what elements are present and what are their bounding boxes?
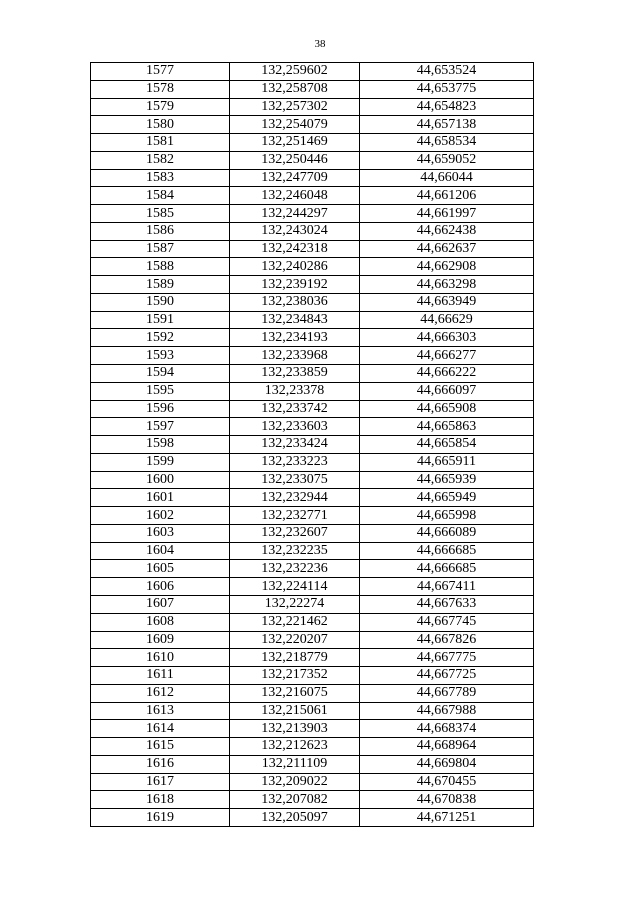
x-coordinate-cell: 132,209022: [230, 773, 360, 791]
table-row: [91, 293, 534, 311]
x-coordinate-cell: 132,233424: [230, 436, 360, 454]
x-coordinate-cell: 132,234193: [230, 329, 360, 347]
point-number-cell: 1588: [91, 258, 230, 276]
y-coordinate-cell: 44,665863: [360, 418, 534, 436]
y-coordinate-cell: 44,663298: [360, 276, 534, 294]
table-row: [91, 382, 534, 400]
x-coordinate-cell: 132,233223: [230, 453, 360, 471]
x-coordinate-cell: 132,224114: [230, 578, 360, 596]
table-row: [91, 471, 534, 489]
x-coordinate-cell: 132,220207: [230, 631, 360, 649]
point-number-cell: 1614: [91, 720, 230, 738]
point-number-cell: 1583: [91, 169, 230, 187]
table-row: [91, 187, 534, 205]
point-number-cell: 1615: [91, 738, 230, 756]
y-coordinate-cell: 44,667789: [360, 684, 534, 702]
coordinates-table: [90, 62, 534, 827]
table-row: [91, 169, 534, 187]
y-coordinate-cell: 44,668374: [360, 720, 534, 738]
y-coordinate-cell: 44,665908: [360, 400, 534, 418]
point-number-cell: 1589: [91, 276, 230, 294]
point-number-cell: 1600: [91, 471, 230, 489]
point-number-cell: 1605: [91, 560, 230, 578]
y-coordinate-cell: 44,661997: [360, 205, 534, 223]
point-number-cell: 1596: [91, 400, 230, 418]
x-coordinate-cell: 132,232607: [230, 524, 360, 542]
table-row: [91, 542, 534, 560]
table-row: [91, 311, 534, 329]
point-number-cell: 1612: [91, 684, 230, 702]
y-coordinate-cell: 44,666303: [360, 329, 534, 347]
x-coordinate-cell: 132,250446: [230, 151, 360, 169]
x-coordinate-cell: 132,239192: [230, 276, 360, 294]
table-row: [91, 436, 534, 454]
y-coordinate-cell: 44,666089: [360, 524, 534, 542]
y-coordinate-cell: 44,658534: [360, 134, 534, 152]
point-number-cell: 1594: [91, 365, 230, 383]
table-row: [91, 418, 534, 436]
point-number-cell: 1595: [91, 382, 230, 400]
point-number-cell: 1584: [91, 187, 230, 205]
y-coordinate-cell: 44,654823: [360, 98, 534, 116]
table-row: [91, 560, 534, 578]
table-row: [91, 347, 534, 365]
x-coordinate-cell: 132,232944: [230, 489, 360, 507]
y-coordinate-cell: 44,666685: [360, 560, 534, 578]
table-row: [91, 222, 534, 240]
table-row: [91, 595, 534, 613]
x-coordinate-cell: 132,232236: [230, 560, 360, 578]
x-coordinate-cell: 132,233968: [230, 347, 360, 365]
y-coordinate-cell: 44,670455: [360, 773, 534, 791]
y-coordinate-cell: 44,657138: [360, 116, 534, 134]
y-coordinate-cell: 44,665939: [360, 471, 534, 489]
point-number-cell: 1609: [91, 631, 230, 649]
point-number-cell: 1580: [91, 116, 230, 134]
table-row: [91, 489, 534, 507]
y-coordinate-cell: 44,66044: [360, 169, 534, 187]
point-number-cell: 1578: [91, 80, 230, 98]
y-coordinate-cell: 44,663949: [360, 293, 534, 311]
x-coordinate-cell: 132,23378: [230, 382, 360, 400]
table-row: [91, 649, 534, 667]
x-coordinate-cell: 132,257302: [230, 98, 360, 116]
x-coordinate-cell: 132,205097: [230, 809, 360, 827]
point-number-cell: 1591: [91, 311, 230, 329]
x-coordinate-cell: 132,22274: [230, 595, 360, 613]
table-row: [91, 151, 534, 169]
table-row: [91, 613, 534, 631]
y-coordinate-cell: 44,670838: [360, 791, 534, 809]
point-number-cell: 1604: [91, 542, 230, 560]
point-number-cell: 1592: [91, 329, 230, 347]
x-coordinate-cell: 132,233859: [230, 365, 360, 383]
table-row: [91, 63, 534, 81]
y-coordinate-cell: 44,653775: [360, 80, 534, 98]
table-row: [91, 631, 534, 649]
y-coordinate-cell: 44,662908: [360, 258, 534, 276]
point-number-cell: 1590: [91, 293, 230, 311]
point-number-cell: 1577: [91, 63, 230, 81]
x-coordinate-cell: 132,215061: [230, 702, 360, 720]
x-coordinate-cell: 132,258708: [230, 80, 360, 98]
y-coordinate-cell: 44,669804: [360, 755, 534, 773]
table-row: [91, 240, 534, 258]
x-coordinate-cell: 132,233603: [230, 418, 360, 436]
table-row: [91, 524, 534, 542]
point-number-cell: 1603: [91, 524, 230, 542]
point-number-cell: 1610: [91, 649, 230, 667]
x-coordinate-cell: 132,233742: [230, 400, 360, 418]
point-number-cell: 1611: [91, 667, 230, 685]
table-row: [91, 720, 534, 738]
y-coordinate-cell: 44,667725: [360, 667, 534, 685]
x-coordinate-cell: 132,233075: [230, 471, 360, 489]
table-row: [91, 98, 534, 116]
y-coordinate-cell: 44,662637: [360, 240, 534, 258]
point-number-cell: 1608: [91, 613, 230, 631]
point-number-cell: 1585: [91, 205, 230, 223]
table-row: [91, 809, 534, 827]
point-number-cell: 1606: [91, 578, 230, 596]
x-coordinate-cell: 132,246048: [230, 187, 360, 205]
x-coordinate-cell: 132,221462: [230, 613, 360, 631]
point-number-cell: 1581: [91, 134, 230, 152]
table-row: [91, 258, 534, 276]
y-coordinate-cell: 44,667988: [360, 702, 534, 720]
table-row: [91, 276, 534, 294]
y-coordinate-cell: 44,665911: [360, 453, 534, 471]
table-row: [91, 773, 534, 791]
x-coordinate-cell: 132,254079: [230, 116, 360, 134]
table-row: [91, 400, 534, 418]
point-number-cell: 1601: [91, 489, 230, 507]
y-coordinate-cell: 44,665854: [360, 436, 534, 454]
y-coordinate-cell: 44,667633: [360, 595, 534, 613]
y-coordinate-cell: 44,666097: [360, 382, 534, 400]
page-number: 38: [314, 38, 326, 50]
y-coordinate-cell: 44,665949: [360, 489, 534, 507]
point-number-cell: 1579: [91, 98, 230, 116]
coordinates-table-body: [91, 63, 534, 827]
table-row: [91, 507, 534, 525]
table-row: [91, 329, 534, 347]
table-row: [91, 80, 534, 98]
y-coordinate-cell: 44,668964: [360, 738, 534, 756]
table-row: [91, 755, 534, 773]
point-number-cell: 1619: [91, 809, 230, 827]
x-coordinate-cell: 132,232771: [230, 507, 360, 525]
y-coordinate-cell: 44,666685: [360, 542, 534, 560]
point-number-cell: 1602: [91, 507, 230, 525]
x-coordinate-cell: 132,242318: [230, 240, 360, 258]
x-coordinate-cell: 132,238036: [230, 293, 360, 311]
x-coordinate-cell: 132,213903: [230, 720, 360, 738]
point-number-cell: 1618: [91, 791, 230, 809]
x-coordinate-cell: 132,211109: [230, 755, 360, 773]
y-coordinate-cell: 44,666277: [360, 347, 534, 365]
table-row: [91, 738, 534, 756]
table-row: [91, 453, 534, 471]
y-coordinate-cell: 44,66629: [360, 311, 534, 329]
point-number-cell: 1582: [91, 151, 230, 169]
y-coordinate-cell: 44,671251: [360, 809, 534, 827]
y-coordinate-cell: 44,662438: [360, 222, 534, 240]
table-row: [91, 791, 534, 809]
table-row: [91, 134, 534, 152]
x-coordinate-cell: 132,232235: [230, 542, 360, 560]
point-number-cell: 1587: [91, 240, 230, 258]
table-row: [91, 684, 534, 702]
table-row: [91, 116, 534, 134]
table-row: [91, 578, 534, 596]
x-coordinate-cell: 132,234843: [230, 311, 360, 329]
x-coordinate-cell: 132,259602: [230, 63, 360, 81]
x-coordinate-cell: 132,216075: [230, 684, 360, 702]
point-number-cell: 1593: [91, 347, 230, 365]
x-coordinate-cell: 132,247709: [230, 169, 360, 187]
table-row: [91, 702, 534, 720]
y-coordinate-cell: 44,661206: [360, 187, 534, 205]
point-number-cell: 1599: [91, 453, 230, 471]
table-row: [91, 205, 534, 223]
y-coordinate-cell: 44,653524: [360, 63, 534, 81]
y-coordinate-cell: 44,667775: [360, 649, 534, 667]
x-coordinate-cell: 132,240286: [230, 258, 360, 276]
y-coordinate-cell: 44,659052: [360, 151, 534, 169]
x-coordinate-cell: 132,251469: [230, 134, 360, 152]
y-coordinate-cell: 44,667826: [360, 631, 534, 649]
y-coordinate-cell: 44,667411: [360, 578, 534, 596]
x-coordinate-cell: 132,243024: [230, 222, 360, 240]
point-number-cell: 1613: [91, 702, 230, 720]
point-number-cell: 1598: [91, 436, 230, 454]
point-number-cell: 1607: [91, 595, 230, 613]
x-coordinate-cell: 132,218779: [230, 649, 360, 667]
y-coordinate-cell: 44,667745: [360, 613, 534, 631]
point-number-cell: 1597: [91, 418, 230, 436]
table-row: [91, 667, 534, 685]
point-number-cell: 1617: [91, 773, 230, 791]
x-coordinate-cell: 132,217352: [230, 667, 360, 685]
x-coordinate-cell: 132,212623: [230, 738, 360, 756]
x-coordinate-cell: 132,207082: [230, 791, 360, 809]
x-coordinate-cell: 132,244297: [230, 205, 360, 223]
table-row: [91, 365, 534, 383]
point-number-cell: 1586: [91, 222, 230, 240]
point-number-cell: 1616: [91, 755, 230, 773]
y-coordinate-cell: 44,665998: [360, 507, 534, 525]
y-coordinate-cell: 44,666222: [360, 365, 534, 383]
